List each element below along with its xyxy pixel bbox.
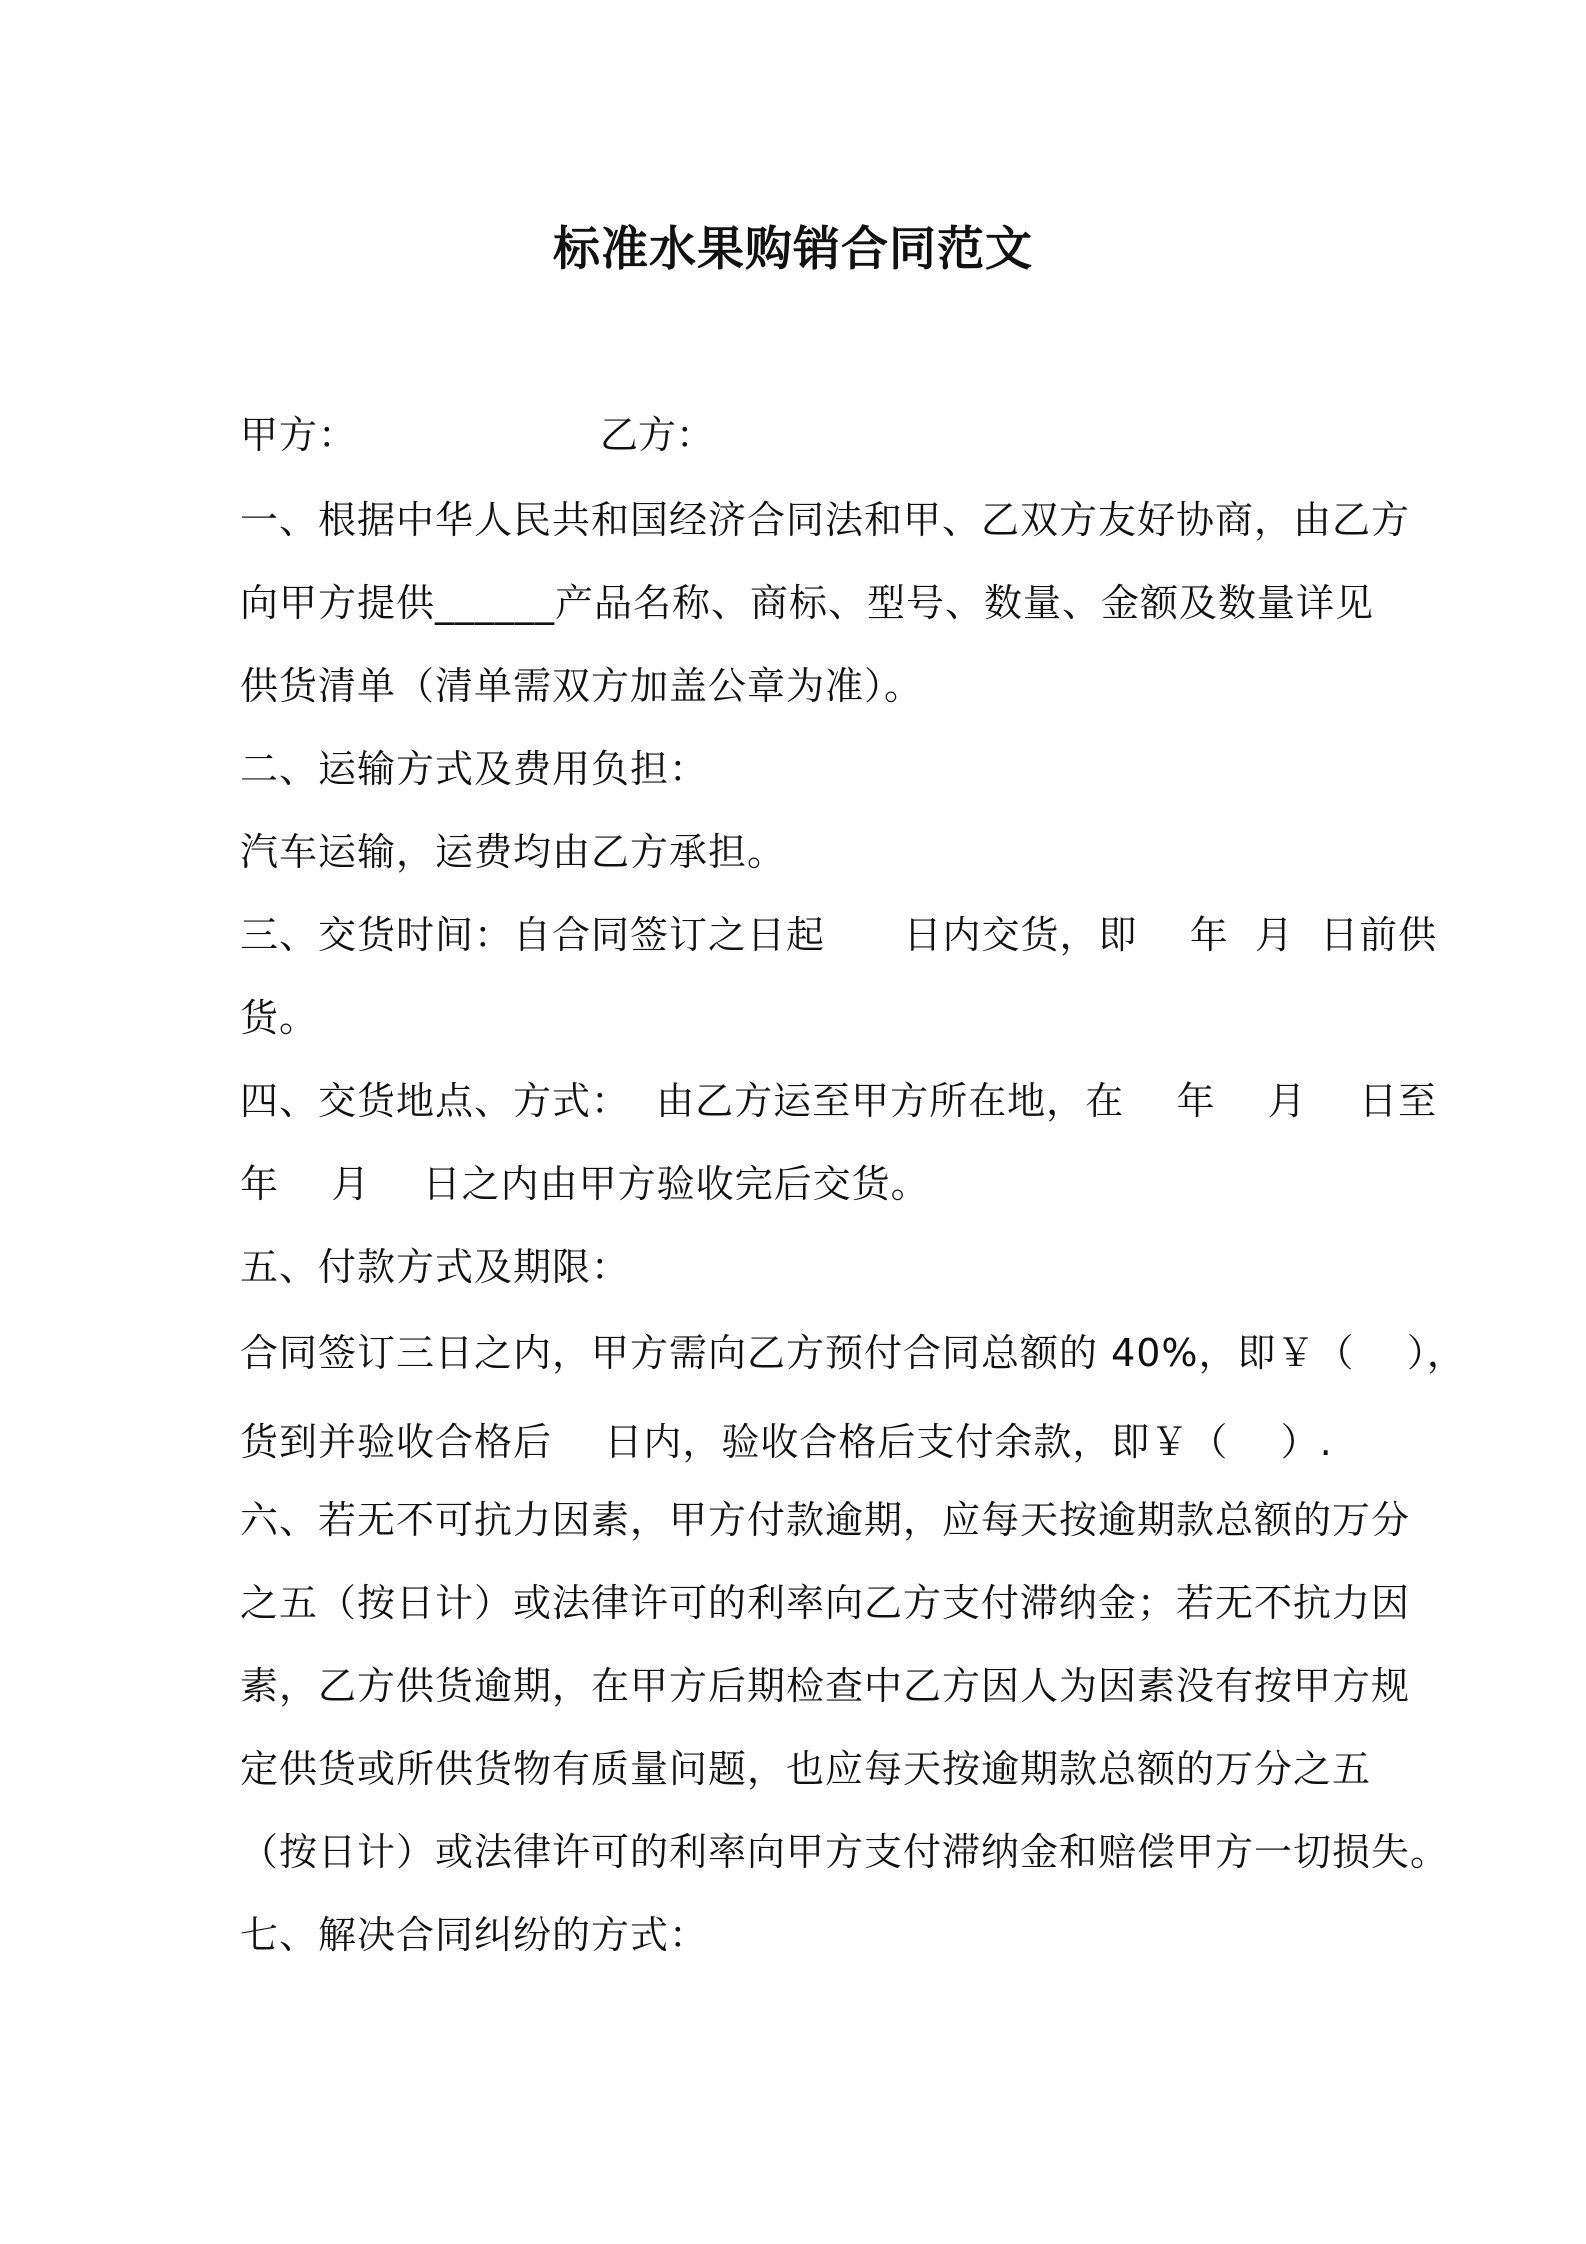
clause-6-line-3: 素，乙方供货逾期，在甲方后期检查中乙方因人为因素没有按甲方规 xyxy=(240,1664,1411,1708)
clause-3-line-2: 货。 xyxy=(240,996,319,1040)
clause-4-line-1: 四、交货地点、方式： 由乙方运至甲方所在地，在 年 月 日至 xyxy=(240,1079,1438,1123)
clause-1-line-1: 一、根据中华人民共和国经济合同法和甲、乙双方友好协商，由乙方 xyxy=(240,498,1411,542)
clause-6-line-2: 之五（按日计）或法律许可的利率向乙方支付滞纳金；若无不抗力因 xyxy=(240,1581,1411,1625)
party-b-label: 乙方： xyxy=(600,413,715,457)
clause-1-line-3: 供货清单（清单需双方加盖公章为准）。 xyxy=(240,664,924,708)
clause-5-heading: 五、付款方式及期限： xyxy=(240,1245,631,1289)
clause-1-line-2: 向甲方提供______产品名称、商标、型号、数量、金额及数量详见 xyxy=(240,581,1375,625)
clause-5-line-2: 货到并验收合格后 日内，验收合格后支付余款，即￥（ ）. xyxy=(240,1420,1333,1464)
clause-6-line-4: 定供货或所供货物有质量问题，也应每天按逾期款总额的万分之五 xyxy=(240,1747,1372,1791)
clause-4-line-2: 年 月 日之内由甲方验收完后交货。 xyxy=(240,1162,930,1206)
clause-2-heading: 二、运输方式及费用负担： xyxy=(240,747,709,791)
clause-2-body: 汽车运输，运费均由乙方承担。 xyxy=(240,830,787,874)
clause-5-line-1: 合同签订三日之内，甲方需向乙方预付合同总额的 40%，即￥（ ）， xyxy=(240,1331,1466,1375)
document-title: 标准水果购销合同范文 xyxy=(553,222,1033,277)
party-a-label: 甲方： xyxy=(240,413,358,457)
clause-6-line-5: （按日计）或法律许可的利率向甲方支付滞纳金和赔偿甲方一切损失。 xyxy=(240,1830,1450,1874)
clause-3-line-1: 三、交货时间：自合同签订之日起 日内交货，即 年 月 日前供 xyxy=(240,913,1438,957)
clause-6-line-1: 六、若无不可抗力因素，甲方付款逾期，应每天按逾期款总额的万分 xyxy=(240,1498,1411,1542)
clause-7-heading: 七、解决合同纠纷的方式： xyxy=(240,1913,709,1957)
